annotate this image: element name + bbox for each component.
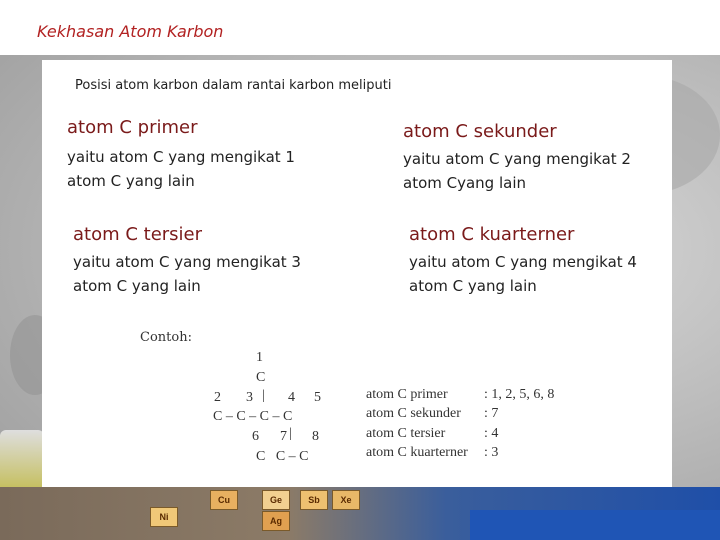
element-tile: Ni <box>150 507 178 527</box>
carbon-atom: C <box>256 370 266 385</box>
carbon-number: 2 <box>214 390 221 405</box>
example-label: Contoh: <box>140 330 192 345</box>
carbon-number: 7 <box>280 429 287 444</box>
desc-primer: yaitu atom C yang mengikat 1 atom C yang lain <box>67 148 295 190</box>
intro-text: Posisi atom karbon dalam rantai karbon meliputi <box>75 78 392 93</box>
summary-row: atom C kuarterner : 3 <box>366 445 499 460</box>
desc-sekunder: yaitu atom C yang mengikat 2 atom Cyang lain <box>403 150 631 192</box>
summary-row: atom C tersier : 4 <box>366 426 499 441</box>
carbon-number: 4 <box>288 390 295 405</box>
element-tile: Ag <box>262 511 290 531</box>
element-tile: Sb <box>300 490 328 510</box>
desc-kuarterner: yaitu atom C yang mengikat 4 atom C yang lain <box>409 253 637 295</box>
heading-kuarterner: atom C kuarterner <box>409 224 575 245</box>
bond: | <box>262 388 265 403</box>
heading-tersier: atom C tersier <box>73 224 203 245</box>
element-tile: Cu <box>210 490 238 510</box>
heading-sekunder: atom C sekunder <box>403 121 557 142</box>
element-tile: Xe <box>332 490 360 510</box>
heading-primer: atom C primer <box>67 117 198 138</box>
carbon-number: 1 <box>256 350 263 365</box>
element-tile: Ge <box>262 490 290 510</box>
summary-row: atom C sekunder : 7 <box>366 406 499 421</box>
title-bar <box>0 0 720 55</box>
carbon-number: 6 <box>252 429 259 444</box>
bottom-chain: C C – C <box>256 449 309 464</box>
slide-title: Kekhasan Atom Karbon <box>37 22 224 41</box>
carbon-number: 3 <box>246 390 253 405</box>
blue-stripe <box>470 510 720 540</box>
main-chain: C – C – C – C <box>213 409 293 424</box>
carbon-number: 5 <box>314 390 321 405</box>
carbon-number: 8 <box>312 429 319 444</box>
desc-tersier: yaitu atom C yang mengikat 3 atom C yang lain <box>73 253 301 295</box>
summary-row: atom C primer : 1, 2, 5, 6, 8 <box>366 387 555 402</box>
bond: | <box>289 426 292 441</box>
